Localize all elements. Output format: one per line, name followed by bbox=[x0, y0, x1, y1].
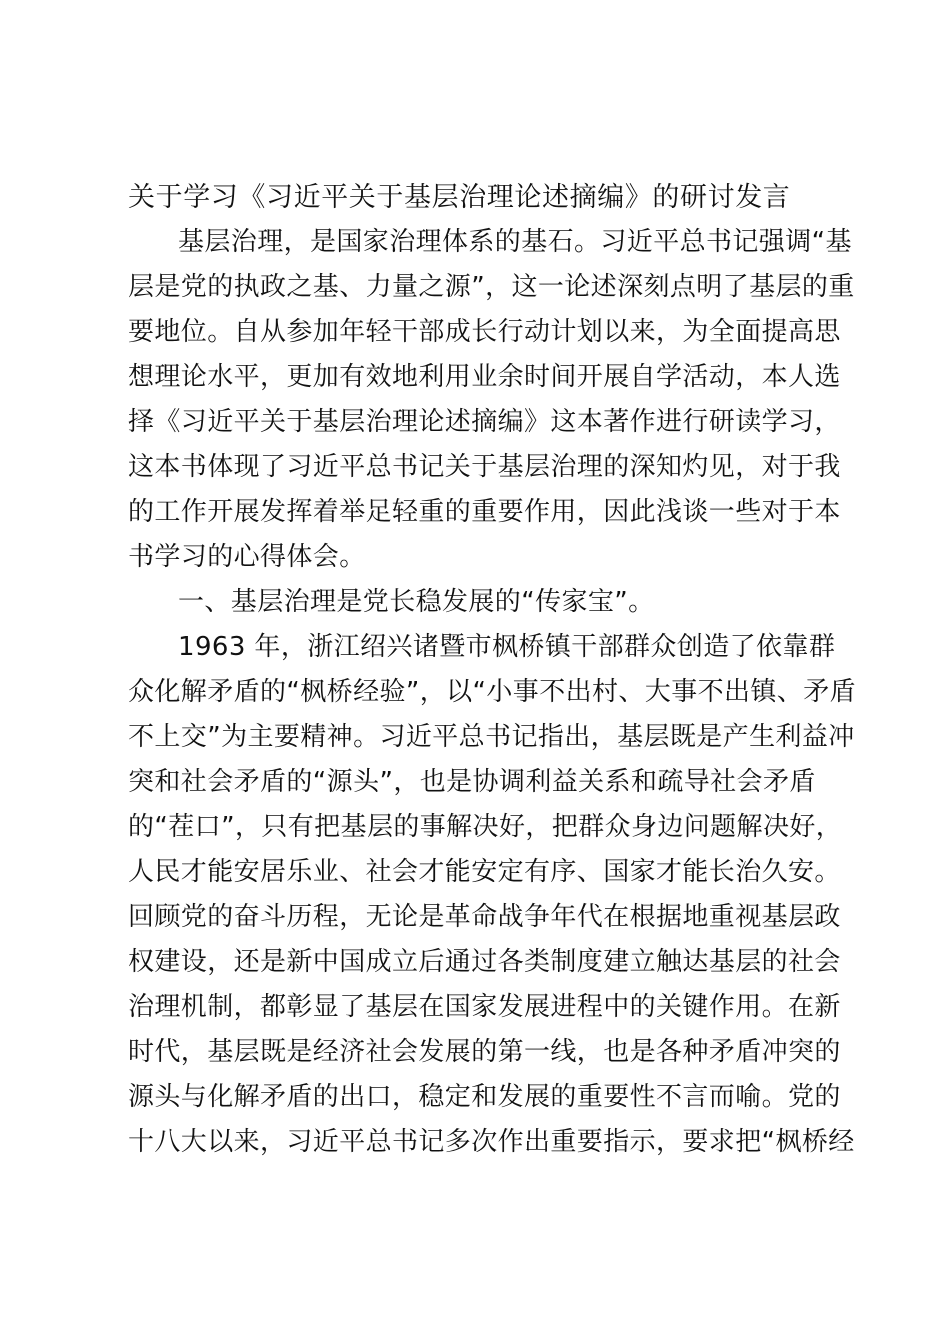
paragraph-1-line-6: 这本书体现了习近平总书记关于基层治理的深知灼见，对于我 bbox=[128, 452, 841, 482]
paragraph-1-line-5: 择《习近平关于基层治理论述摘编》这本著作进行研读学习， bbox=[128, 407, 841, 437]
paragraph-2-line-7: 回顾党的奋斗历程，无论是革命战争年代在根据地重视基层政 bbox=[128, 902, 841, 932]
paragraph-2-line-9: 治理机制，都彰显了基层在国家发展进程中的关键作用。在新 bbox=[128, 992, 841, 1022]
paragraph-2-line-2: 众化解矛盾的“枫桥经验”，以“小事不出村、大事不出镇、矛盾 bbox=[128, 677, 857, 707]
paragraph-2-line-6: 人民才能安居乐业、社会才能安定有序、国家才能长治久安。 bbox=[128, 857, 841, 887]
paragraph-2-line-3: 不上交”为主要精神。习近平总书记指出，基层既是产生利益冲 bbox=[128, 722, 855, 752]
paragraph-2-line-11: 源头与化解矛盾的出口，稳定和发展的重要性不言而喻。党的 bbox=[128, 1082, 841, 1112]
document-title: 关于学习《习近平关于基层治理论述摘编》的研讨发言 bbox=[128, 182, 791, 213]
paragraph-1-line-2: 层是党的执政之基、力量之源”，这一论述深刻点明了基层的重 bbox=[128, 272, 855, 302]
paragraph-1-line-3: 要地位。自从参加年轻干部成长行动计划以来，为全面提高思 bbox=[128, 317, 841, 347]
paragraph-2-line-10: 时代，基层既是经济社会发展的第一线，也是各种矛盾冲突的 bbox=[128, 1037, 841, 1067]
paragraph-1-line-1: 基层治理，是国家治理体系的基石。习近平总书记强调“基 bbox=[178, 227, 852, 257]
document-body bbox=[128, 220, 857, 1165]
paragraph-2-line-5: 的“茬口”，只有把基层的事解决好，把群众身边问题解决好， bbox=[128, 812, 843, 842]
section-heading-1: 一、基层治理是党长稳发展的“传家宝”。 bbox=[178, 587, 655, 617]
paragraph-2-line-4: 突和社会矛盾的“源头”，也是协调利益关系和疏导社会矛盾 bbox=[128, 767, 816, 797]
paragraph-2-line-1: 1963 年，浙江绍兴诸暨市枫桥镇干部群众创造了依靠群 bbox=[178, 632, 836, 662]
paragraph-1-line-7: 的工作开展发挥着举足轻重的重要作用，因此浅谈一些对于本 bbox=[128, 497, 841, 527]
paragraph-1-line-4: 想理论水平，更加有效地利用业余时间开展自学活动，本人选 bbox=[128, 362, 841, 392]
paragraph-2-line-12: 十八大以来，习近平总书记多次作出重要指示，要求把“枫桥经 bbox=[128, 1127, 855, 1157]
paragraph-1-line-8: 书学习的心得体会。 bbox=[128, 542, 366, 572]
paragraph-2-line-8: 权建设，还是新中国成立后通过各类制度建立触达基层的社会 bbox=[128, 947, 841, 977]
